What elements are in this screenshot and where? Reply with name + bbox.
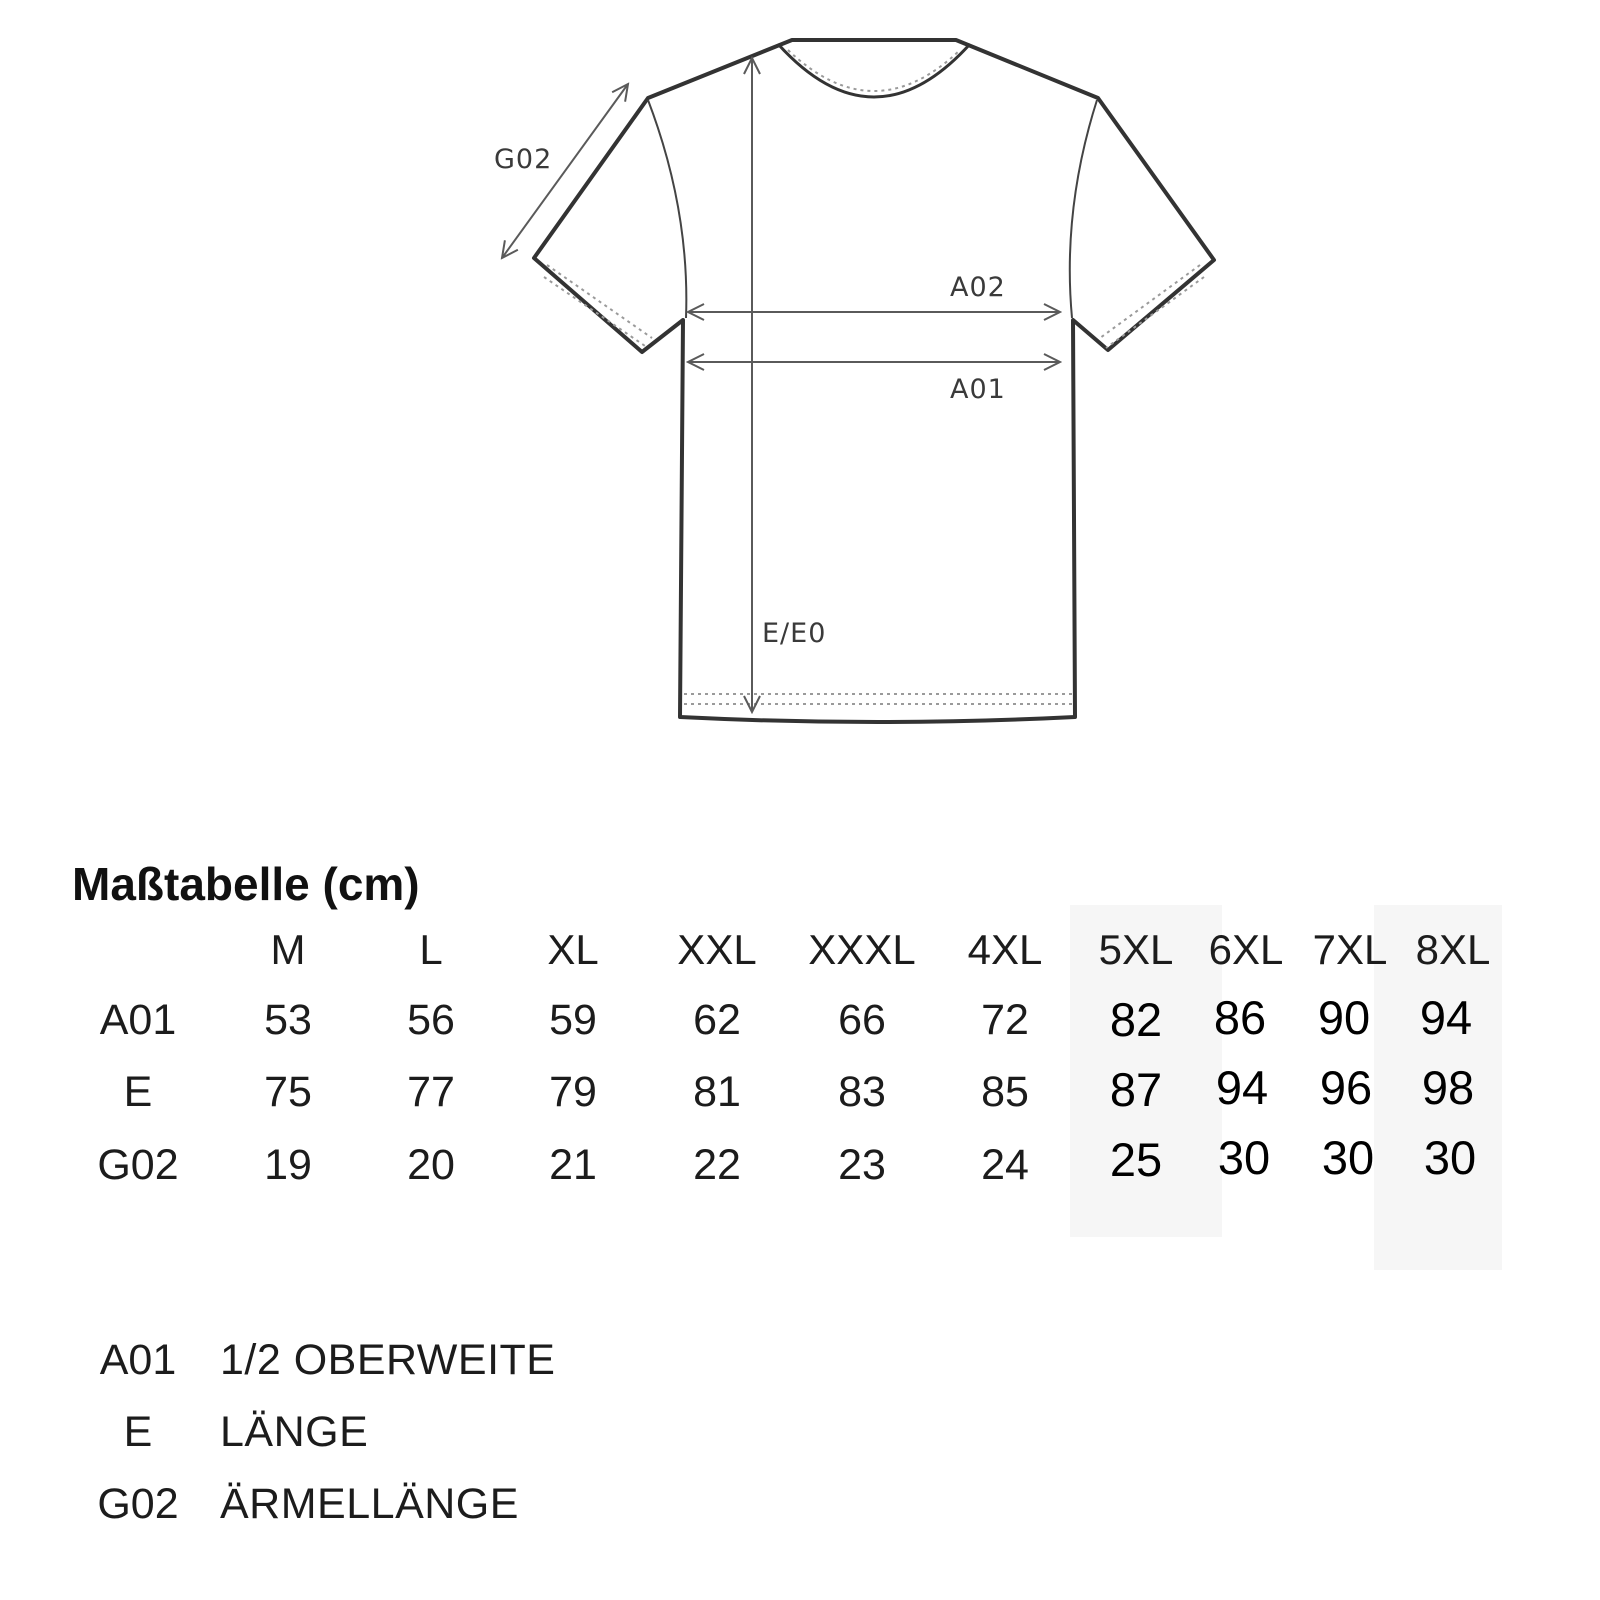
table-cell: 21 <box>549 1141 597 1189</box>
legend-description: ÄRMELLÄNGE <box>220 1480 519 1528</box>
table-cell: 25 <box>1109 1133 1163 1186</box>
table-cell: 81 <box>693 1068 741 1116</box>
table-cell: 75 <box>264 1068 312 1116</box>
legend-description: 1/2 OBERWEITE <box>220 1336 556 1384</box>
table-cell: 30 <box>1217 1131 1271 1184</box>
table-cell: 96 <box>1319 1061 1373 1114</box>
size-header: 8XL <box>1415 926 1491 973</box>
table-cell: 98 <box>1421 1061 1475 1114</box>
a01-label: A01 <box>950 374 1006 405</box>
row-label: G02 <box>97 1141 179 1189</box>
legend-key: A01 <box>99 1336 177 1384</box>
row-label: E <box>123 1068 153 1116</box>
table-cell: 94 <box>1215 1061 1269 1114</box>
table-cell: 79 <box>549 1068 597 1116</box>
table-cell: 77 <box>407 1068 455 1116</box>
size-header: XXL <box>677 926 757 973</box>
table-cell: 20 <box>407 1141 455 1189</box>
table-cell: 82 <box>1109 993 1163 1046</box>
table-cell: 94 <box>1419 991 1473 1044</box>
table-cell: 22 <box>693 1141 741 1189</box>
size-header: 4XL <box>967 926 1043 973</box>
a02-label: A02 <box>950 272 1006 303</box>
table-cell: 19 <box>264 1141 312 1189</box>
size-header: 5XL <box>1098 926 1174 973</box>
table-cell: 87 <box>1109 1063 1163 1116</box>
legend-description: LÄNGE <box>220 1408 369 1456</box>
table-cell: 62 <box>693 996 741 1044</box>
table-cell: 23 <box>838 1141 886 1189</box>
tshirt-diagram <box>0 0 1600 760</box>
table-cell: 53 <box>264 996 312 1044</box>
tshirt-outline <box>534 40 1214 722</box>
table-cell: 30 <box>1423 1131 1477 1184</box>
size-header: 7XL <box>1312 926 1388 973</box>
table-cell: 83 <box>838 1068 886 1116</box>
table-title: Maßtabelle (cm) <box>72 858 420 910</box>
legend-key: E <box>123 1408 153 1456</box>
size-header: M <box>270 926 306 973</box>
size-header: XXXL <box>808 926 916 973</box>
table-cell: 86 <box>1213 991 1267 1044</box>
e-label: E/E0 <box>762 618 827 649</box>
legend-key: G02 <box>97 1480 179 1528</box>
table-cell: 24 <box>981 1141 1029 1189</box>
table-cell: 30 <box>1321 1131 1375 1184</box>
table-cell: 56 <box>407 996 455 1044</box>
table-cell: 72 <box>981 996 1029 1044</box>
table-cell: 59 <box>549 996 597 1044</box>
table-cell: 90 <box>1317 991 1371 1044</box>
size-header: XL <box>547 926 599 973</box>
size-header: 6XL <box>1208 926 1284 973</box>
size-header: L <box>419 926 443 973</box>
table-cell: 66 <box>838 996 886 1044</box>
g02-label: G02 <box>494 144 553 175</box>
table-cell: 85 <box>981 1068 1029 1116</box>
row-label: A01 <box>99 996 177 1044</box>
